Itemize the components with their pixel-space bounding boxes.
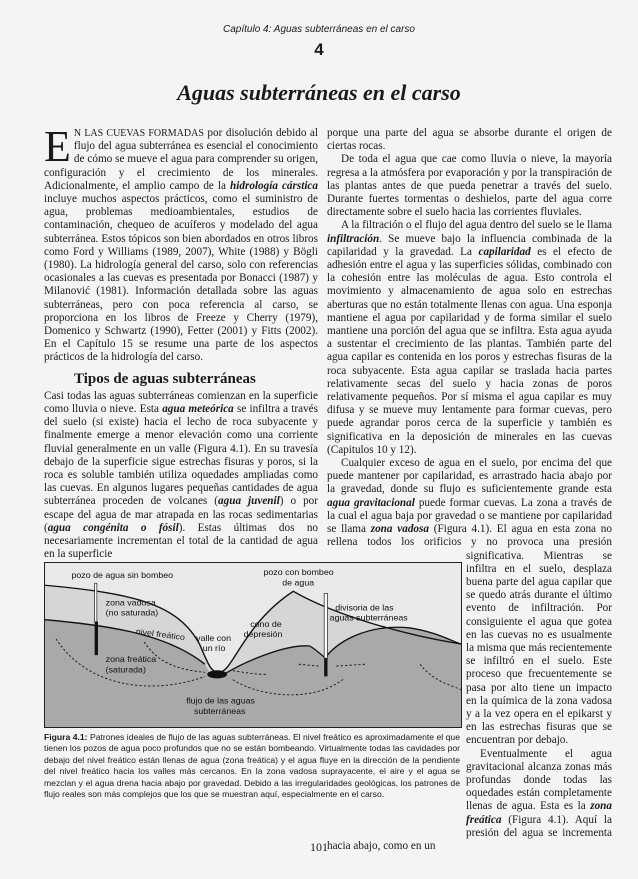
term: agua meteórica: [162, 403, 234, 416]
text: puede formar cuevas. La zona a través de la cual el agua baja por gravedad o se mantiene por capilaridad se llama: [327, 496, 612, 536]
label-vadose: zona vadosa: [105, 597, 156, 608]
left-column: [44, 122, 319, 562]
caption-text: Patrones ideales de flujo de las aguas subterráneas. El nivel freático es aproximadamente el que tienen los pozos de agua poco profundos que no se están bombeando. Virtualmente todas las cavidades por debajo del nivel freático están llenas de agua (zona freática) y el agua fluye en la dirección de la pendiente del nivel freático hacia los valles más cercanos. En la zona vadosa suprayacente, el aire y el agua se mezclan y el agua drena hacia abajo por gravedad. Debido a las irregularidades geológicas, los patrones de flujo reales son más complejos que los que se muestran aquí, especialmente en el carso.: [44, 732, 460, 800]
label-flow-2: subterráneas: [193, 706, 246, 716]
pumping-well: [324, 593, 327, 658]
label-water-table: nivel freático: [135, 626, 186, 643]
paragraph: porque una parte del agua se absorbe durante el origen de ciertas rocas.: [327, 127, 612, 153]
text: es el efecto de adhesión entre el agua y las superficies sólidas, combinado con la cohesión entre las moléculas de agua. Esto controla el movimiento y almacenamiento de agua solo en estrechas aberturas que no están totalmente llenas con agua. Una esponja mantiene el agua por capilaridad y de forma similar el suelo mantiene una porción del agua que se infiltra. Esta agua ayuda a sustentar el crecimiento de las plantas. También parte del agua capilar es contenida en los poros y estrechas fisuras de la roca subyacente. Esta agua capilar se traslada hacia partes relativamente secas del suelo y hacia zonas de poros relativamente pequeños. Por sí misma el agua capilar es muy difusa y se mueve muy lentamente para formar cuevas, pero puede agrandar poros cerca de la superficie y también es significativa en la deposición de minerales en las cuevas (Capitulos 10 y 12).: [327, 245, 612, 456]
text: (Figura 4.1). Aquí la presión del agua se incrementa hacia abajo, como en un: [327, 813, 612, 852]
label-valley: valle con: [196, 633, 232, 643]
term: capilaridad: [478, 245, 531, 258]
text: . Se mueve bajo la influencia combinada de la capilaridad y la gravedad. La: [327, 232, 612, 258]
text: ). Estas últimas dos no necesariamente incrementan el total de la cantidad de agua en la superficie: [44, 521, 319, 561]
term: hidrología cárstica: [230, 179, 318, 192]
paragraph: [44, 390, 318, 562]
text: por disolución debido al flujo del agua subterránea es esencial el conocimiento de cómo se mueve el agua para comprender su origen, configuración y el crecimiento de los minerales. Adicionalmente, el amplio campo de la: [44, 127, 318, 192]
text: ) o por escape del agua de mar atrapada en las rocas sedimentarias (: [44, 495, 319, 534]
paragraph: [327, 219, 612, 457]
label-well-no-pump: pozo de agua sin bombeo: [71, 570, 174, 581]
term: agua congénita o fósil: [47, 521, 179, 534]
drop-cap: E: [44, 122, 71, 171]
label-cone-2: depresión: [243, 629, 283, 639]
label-valley-2: un río: [202, 643, 226, 653]
term: agua juvenil: [218, 495, 280, 508]
well-no-pump: [95, 583, 97, 621]
text: se infiltra a través del suelo (si existe) hacia el lecho de roca subyacente y finalmente emerge a menor elevación como una corriente fluvial generalmente en un valle (Figura 4.1). En su travesía debajo de la superficie sigue estrechas fisuras y poros, si la roca es soluble también utiliza oquedades ampliadas como las cuevas. En algunos lugares pequeñas cantidades de agua subterránea proceden de volcanes (: [44, 403, 318, 508]
figure-diagram: [45, 563, 461, 727]
label-pumping-well: pozo con bombeo: [263, 567, 334, 578]
chapter-title: Aguas subterráneas en el carso: [177, 80, 461, 105]
paragraph: De toda el agua que cae como lluvia o nieve, la mayoría regresa a la atmósfera por evaporación y por la transpiración de las plantas antes de que pueda penetrar a través del suelo. Durante fuertes tormentas o deshielos, parte del agua corre directamente sobre el suelo hacia las corrientes fluviales.: [327, 153, 612, 219]
term: zona freática: [466, 800, 612, 826]
term: zona vadosa: [370, 523, 429, 536]
label-vadose-2: (no saturada): [105, 607, 159, 618]
term: infiltración: [327, 232, 380, 245]
chapter-number: 4: [314, 40, 324, 59]
intro-paragraph: [44, 122, 318, 365]
running-head: Capítulo 4: Aguas subterráneas en el carso: [223, 24, 415, 35]
text: (Figura 4.1). El agua en esta zona no rellena todos los orificios y no provoca una presión significativa. Mientras se infiltra en el suelo, desplaza buena parte del agua capilar que se quedo atrás durante el último evento de infiltración. Por consiguiente el agua que gotea en las cuevas no es usualmente la misma que más recientemente se infiltró en el suelo. Este proceso que frecuentemente se pasa por alto tiene un impacto en la química de la zona vadosa y a la vez opera en el epikarst y en las estrechas fisuras que se encuentran por debajo.: [327, 523, 613, 747]
groundwater-flow-figure: [44, 562, 462, 728]
label-pumping-well-2: de agua: [282, 577, 315, 588]
page-number: 101: [310, 840, 328, 854]
label-phreatic: zona freática: [105, 654, 157, 665]
term: agua gravitacional: [327, 496, 415, 509]
text: Casi todas las aguas subterráneas comienzan en la superficie como lluvia o nieve. Esta: [44, 389, 318, 416]
section-heading: Tipos de aguas subterráneas: [74, 370, 256, 387]
label-divide: divisoria de las: [335, 602, 394, 613]
text: A la filtración o el flujo del agua dentro del suelo se le llama: [341, 219, 612, 232]
lead-in: N LAS CUEVAS FORMADAS: [73, 128, 204, 139]
label-cone: cono de: [250, 619, 282, 629]
text: Eventualmente el agua gravitacional alcanza zonas más profundas donde todas las oquedades están completamente llenas de agua. Esta es la: [466, 747, 612, 813]
label-flow: flujo de las aguas: [186, 696, 255, 706]
caption-label: Figura 4.1:: [44, 732, 88, 742]
river: [207, 670, 227, 678]
label-phreatic-2: (saturada): [105, 664, 146, 675]
figure-caption: [44, 732, 460, 800]
text: Cualquier exceso de agua en el suelo, por encima del que puede mantener por capilaridad, es arrastrado hacia abajo por la gravedad, donde su flujo es suficientemente grande esta: [327, 457, 612, 496]
label-divide-2: aguas subterráneas: [329, 613, 408, 623]
text: incluye muchos aspectos prácticos, como el suministro de agua, problemas medioambientales, estudios de contaminación, chequeo de acuíferos y modelado del agua subterránea. Estos tópicos son bien abordados en otros libros como Ford y Williams (1989, 2007), White (1988) y Bögli (1980). La hidrología general del carso, solo con referencias ocasionales a las cuevas es presentada por Bonacci (1987) y Milanović (1981). Información detallada sobre las aguas subterráneas, pero con poca referencia al carso, se proporciona en los libros de Freeze y Cherry (1979), Domenico y Schwartz (1990), Fetter (2001) y Fitts (2002). En el Capítulo 15 se resume una parte de los aspectos prácticos de la hidrología del carso.: [44, 193, 318, 364]
